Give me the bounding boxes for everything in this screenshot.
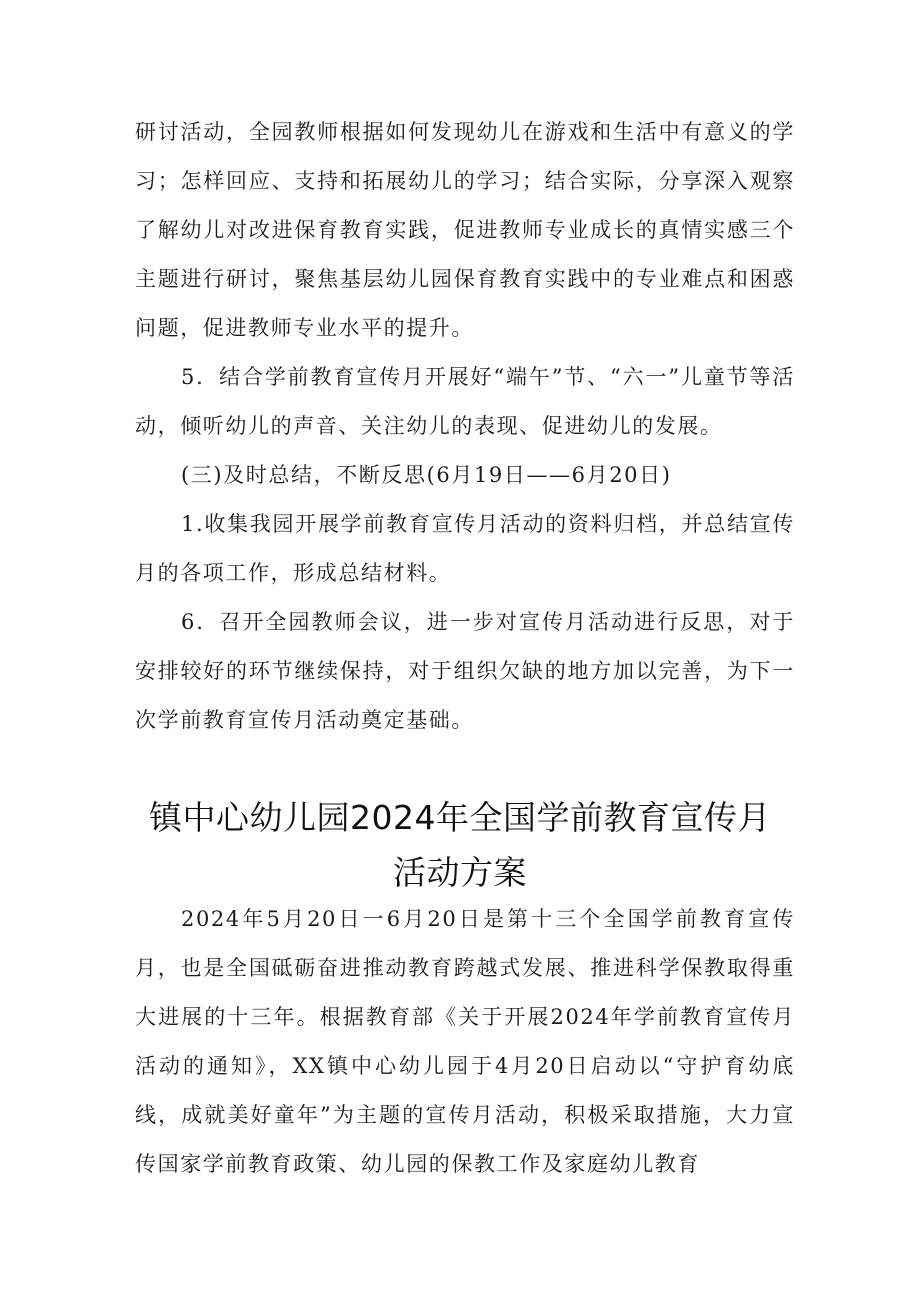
paragraph-item-1: 1.收集我园开展学前教育宣传月活动的资料归档，并总结宣传月的各项工作，形成总结材料。 bbox=[135, 512, 795, 585]
paragraph-item-5: 5．结合学前教育宣传月开展好“端午”节、“六一”儿童节等活动，倾听幼儿的声音、关注幼儿的表现、促进幼儿的发展。 bbox=[135, 365, 795, 438]
paragraph-research-activity: 研讨活动，全园教师根据如何发现幼儿在游戏和生活中有意义的学习；怎样回应、支持和拓展幼儿的学习；结合实际，分享深入观察了解幼儿对改进保育教育实践，促进教师专业成长的真情实感三个主题进行研讨，聚焦基层幼儿园保育教育实践中的专业难点和困惑问题，促进教师专业水平的提升。 bbox=[135, 120, 795, 340]
paragraph-item-6: 6．召开全园教师会议，进一步对宣传月活动进行反思，对于安排较好的环节继续保持，对于组织欠缺的地方加以完善，为下一次学前教育宣传月活动奠定基础。 bbox=[135, 610, 795, 732]
document-title bbox=[100, 790, 820, 900]
body-text-bottom bbox=[135, 895, 795, 1189]
document-title-line-2: 活动方案 bbox=[393, 853, 527, 892]
paragraph-intro: 2024年5月20日一6月20日是第十三个全国学前教育宣传月，也是全国砥砺奋进推动教育跨越式发展、推进科学保教取得重大进展的十三年。根据教育部《关于开展2024年学前教育宣传月活动的通知》，XX镇中心幼儿园于4月20日启动以“守护育幼底线，成就美好童年”为主题的宣传月活动，积极采取措施，大力宣传国家学前教育政策、幼儿园的保教工作及家庭幼儿教育 bbox=[135, 907, 795, 1176]
body-text-top bbox=[135, 108, 795, 745]
section-heading-summary: (三)及时总结，不断反思(6月19日——6月20日) bbox=[181, 463, 672, 487]
document-title-line-1: 镇中心幼儿园2024年全国学前教育宣传月 bbox=[149, 798, 771, 837]
